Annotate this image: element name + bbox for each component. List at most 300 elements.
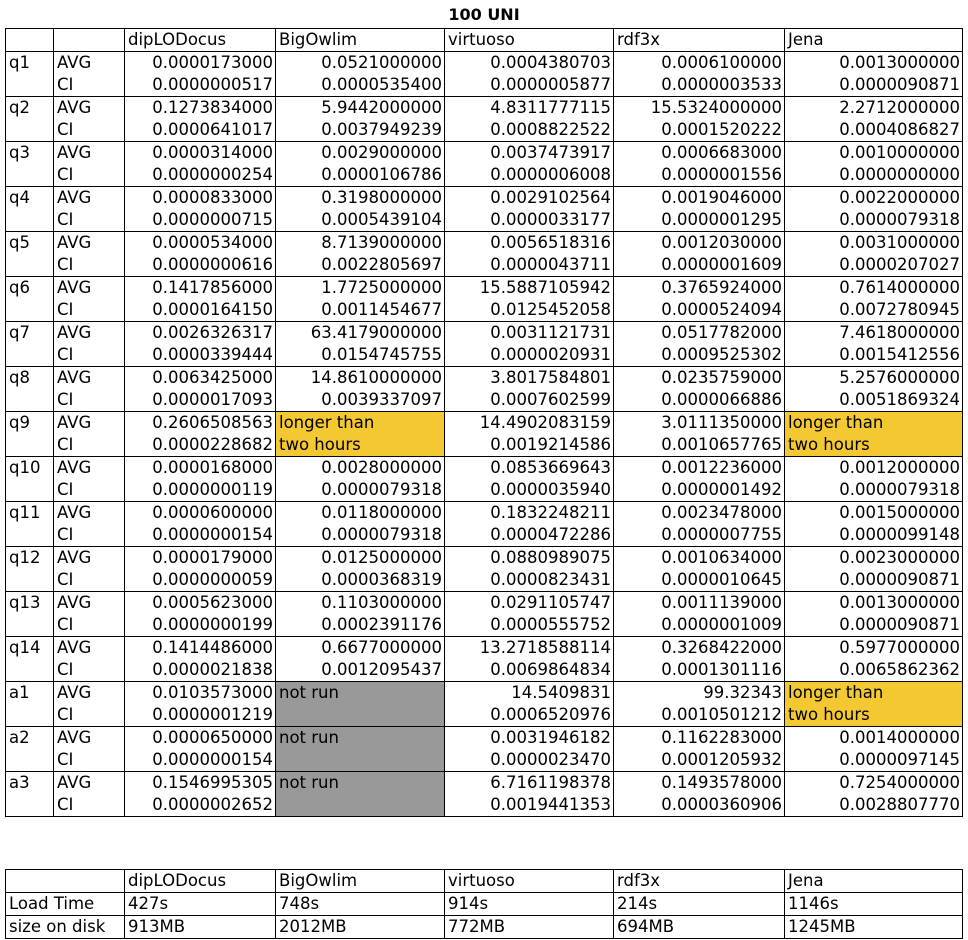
ci-value: 0.0000823431 — [445, 569, 614, 592]
ci-value: 0.0000000154 — [125, 524, 276, 547]
table-title: 100 UNI — [448, 5, 520, 24]
ci-label: CI — [54, 524, 125, 547]
ci-value: 0.0000079318 — [785, 209, 963, 232]
ci-value: 0.0004086827 — [785, 119, 963, 142]
ci-value: 0.0000472286 — [445, 524, 614, 547]
ci-value: 0.0000000517 — [125, 74, 276, 97]
avg-value: 0.1493578000 — [614, 772, 785, 795]
avg-value: 0.0103573000 — [125, 682, 276, 705]
query-label: q12 — [6, 547, 54, 570]
avg-value: 63.4179000000 — [276, 322, 445, 345]
ci-value: 0.0000207027 — [785, 254, 963, 277]
ci-value: 0.0001205932 — [614, 749, 785, 772]
query-label: q11 — [6, 502, 54, 525]
avg-value: 0.3765924000 — [614, 277, 785, 300]
query-label-cont — [6, 659, 54, 682]
table-row — [6, 569, 963, 592]
ci-value: two hours — [785, 704, 963, 727]
avg-value: 0.0005623000 — [125, 592, 276, 615]
table-row — [6, 367, 963, 390]
ci-value: two hours — [785, 434, 963, 457]
ci-value: 0.0010501212 — [614, 704, 785, 727]
benchmark-table — [5, 28, 963, 817]
ci-value: 0.0000079318 — [276, 479, 445, 502]
ci-value: 0.0008822522 — [445, 119, 614, 142]
query-label-cont — [6, 299, 54, 322]
query-label-cont — [6, 614, 54, 637]
column-header: BigOwlim — [276, 29, 445, 52]
avg-label: AVG — [54, 682, 125, 705]
avg-value: 0.0118000000 — [276, 502, 445, 525]
ci-value: 0.0000000199 — [125, 614, 276, 637]
avg-value: 0.6677000000 — [276, 637, 445, 660]
query-label: a3 — [6, 772, 54, 795]
avg-label: AVG — [54, 502, 125, 525]
row-label: Load Time — [6, 893, 125, 916]
header-row — [6, 29, 963, 52]
avg-value: longer than — [785, 412, 963, 435]
avg-value: 99.32343 — [614, 682, 785, 705]
load-value: 694MB — [614, 916, 785, 939]
avg-value: 0.0517782000 — [614, 322, 785, 345]
ci-value: 0.0000003533 — [614, 74, 785, 97]
avg-value: not run — [276, 682, 445, 705]
query-label-cont — [6, 344, 54, 367]
ci-value: 0.0000001009 — [614, 614, 785, 637]
ci-value: 0.0051869324 — [785, 389, 963, 412]
ci-value: 0.0000017093 — [125, 389, 276, 412]
avg-value: 0.0000314000 — [125, 142, 276, 165]
table-row — [6, 389, 963, 412]
avg-value: not run — [276, 727, 445, 750]
query-label: a2 — [6, 727, 54, 750]
ci-value: 0.0000001609 — [614, 254, 785, 277]
avg-value: 0.0023000000 — [785, 547, 963, 570]
table-row — [6, 164, 963, 187]
query-label-cont — [6, 119, 54, 142]
avg-value: 0.0011139000 — [614, 592, 785, 615]
avg-value: 14.4902083159 — [445, 412, 614, 435]
table-row — [6, 97, 963, 120]
avg-value: 0.0000833000 — [125, 187, 276, 210]
avg-value: 0.0013000000 — [785, 592, 963, 615]
table-row — [6, 614, 963, 637]
avg-value: 0.0019046000 — [614, 187, 785, 210]
avg-value: 0.0029102564 — [445, 187, 614, 210]
load-value: 214s — [614, 893, 785, 916]
header-blank-cell — [6, 870, 125, 893]
query-label-cont — [6, 164, 54, 187]
avg-value: 0.1273834000 — [125, 97, 276, 120]
ci-value: 0.0000641017 — [125, 119, 276, 142]
table-row — [6, 682, 963, 705]
load-value: 913MB — [125, 916, 276, 939]
query-label: a1 — [6, 682, 54, 705]
table-row — [6, 322, 963, 345]
ci-value: two hours — [276, 434, 445, 457]
ci-value: 0.0000000059 — [125, 569, 276, 592]
ci-value: 0.0037949239 — [276, 119, 445, 142]
ci-value: 0.0000555752 — [445, 614, 614, 637]
ci-value: 0.0000001492 — [614, 479, 785, 502]
ci-value — [276, 704, 445, 727]
avg-value: 0.0037473917 — [445, 142, 614, 165]
avg-value: 0.0006683000 — [614, 142, 785, 165]
table-row — [6, 232, 963, 255]
avg-value: 14.5409831 — [445, 682, 614, 705]
ci-label: CI — [54, 209, 125, 232]
row-label: size on disk — [6, 916, 125, 939]
query-label-cont — [6, 389, 54, 412]
query-label: q7 — [6, 322, 54, 345]
avg-value: 0.1414486000 — [125, 637, 276, 660]
table-row — [6, 434, 963, 457]
table-row — [6, 727, 963, 750]
avg-value: 0.2606508563 — [125, 412, 276, 435]
query-label-cont — [6, 704, 54, 727]
ci-value: 0.0000090871 — [785, 569, 963, 592]
avg-value: 1.7725000000 — [276, 277, 445, 300]
ci-value: 0.0000021838 — [125, 659, 276, 682]
avg-value: 0.7254000000 — [785, 772, 963, 795]
query-label: q1 — [6, 52, 54, 75]
load-value: 427s — [125, 893, 276, 916]
table-row — [6, 119, 963, 142]
ci-value: 0.0000000000 — [785, 164, 963, 187]
column-header: virtuoso — [445, 29, 614, 52]
ci-value: 0.0007602599 — [445, 389, 614, 412]
avg-value: 0.1546995305 — [125, 772, 276, 795]
avg-value: 0.0010000000 — [785, 142, 963, 165]
ci-value: 0.0000020931 — [445, 344, 614, 367]
table-row — [6, 704, 963, 727]
table-row — [6, 142, 963, 165]
ci-value: 0.0000000254 — [125, 164, 276, 187]
table-row — [6, 52, 963, 75]
avg-value: 0.0291105747 — [445, 592, 614, 615]
avg-value: 5.9442000000 — [276, 97, 445, 120]
avg-value: 0.0012000000 — [785, 457, 963, 480]
query-label: q6 — [6, 277, 54, 300]
ci-value: 0.0000090871 — [785, 614, 963, 637]
query-label-cont — [6, 794, 54, 817]
ci-value: 0.0009525302 — [614, 344, 785, 367]
ci-label: CI — [54, 164, 125, 187]
avg-label: AVG — [54, 52, 125, 75]
avg-value: 0.0015000000 — [785, 502, 963, 525]
avg-value: 5.2576000000 — [785, 367, 963, 390]
load-header-row — [6, 870, 963, 893]
ci-value: 0.0000000616 — [125, 254, 276, 277]
query-label: q13 — [6, 592, 54, 615]
ci-value: 0.0000001219 — [125, 704, 276, 727]
avg-value: 15.5324000000 — [614, 97, 785, 120]
avg-value: 0.1162283000 — [614, 727, 785, 750]
avg-label: AVG — [54, 232, 125, 255]
column-header: rdf3x — [614, 870, 785, 893]
avg-label: AVG — [54, 412, 125, 435]
ci-value: 0.0015412556 — [785, 344, 963, 367]
table-row — [6, 299, 963, 322]
query-label-cont — [6, 209, 54, 232]
table-row — [6, 187, 963, 210]
column-header: dipLODocus — [125, 29, 276, 52]
avg-value: 0.0028000000 — [276, 457, 445, 480]
ci-value: 0.0028807770 — [785, 794, 963, 817]
ci-value: 0.0011454677 — [276, 299, 445, 322]
table-row — [6, 794, 963, 817]
table-row — [6, 502, 963, 525]
avg-value: longer than — [785, 682, 963, 705]
avg-label: AVG — [54, 367, 125, 390]
ci-value: 0.0000035940 — [445, 479, 614, 502]
ci-value: 0.0154745755 — [276, 344, 445, 367]
avg-value: 0.0000173000 — [125, 52, 276, 75]
ci-value: 0.0000033177 — [445, 209, 614, 232]
avg-label: AVG — [54, 97, 125, 120]
ci-value: 0.0010657765 — [614, 434, 785, 457]
avg-value: 14.8610000000 — [276, 367, 445, 390]
ci-label: CI — [54, 74, 125, 97]
query-label-cont — [6, 569, 54, 592]
ci-value: 0.0000079318 — [785, 479, 963, 502]
ci-value: 0.0039337097 — [276, 389, 445, 412]
ci-value: 0.0000360906 — [614, 794, 785, 817]
ci-value: 0.0000002652 — [125, 794, 276, 817]
ci-value: 0.0000000154 — [125, 749, 276, 772]
ci-value: 0.0000001295 — [614, 209, 785, 232]
ci-value: 0.0000006008 — [445, 164, 614, 187]
ci-value: 0.0000010645 — [614, 569, 785, 592]
table-row — [6, 659, 963, 682]
query-label: q9 — [6, 412, 54, 435]
query-label: q2 — [6, 97, 54, 120]
ci-label: CI — [54, 479, 125, 502]
ci-value: 0.0000000715 — [125, 209, 276, 232]
avg-value: 0.0022000000 — [785, 187, 963, 210]
avg-label: AVG — [54, 142, 125, 165]
table-row — [6, 772, 963, 795]
avg-value: 0.0031000000 — [785, 232, 963, 255]
table-row — [6, 637, 963, 660]
avg-value: 0.0853669643 — [445, 457, 614, 480]
avg-value: 0.0235759000 — [614, 367, 785, 390]
ci-value: 0.0022805697 — [276, 254, 445, 277]
load-value: 772MB — [445, 916, 614, 939]
header-blank-cell — [54, 29, 125, 52]
table-row — [6, 209, 963, 232]
avg-value: 0.0031121731 — [445, 322, 614, 345]
ci-value: 0.0000164150 — [125, 299, 276, 322]
ci-value — [276, 794, 445, 817]
ci-value: 0.0000000119 — [125, 479, 276, 502]
load-table — [5, 869, 963, 939]
ci-label: CI — [54, 749, 125, 772]
avg-value: 13.2718588114 — [445, 637, 614, 660]
avg-value: 0.1103000000 — [276, 592, 445, 615]
table-row — [6, 344, 963, 367]
table-row — [6, 277, 963, 300]
avg-value: 0.0000168000 — [125, 457, 276, 480]
avg-value: 0.5977000000 — [785, 637, 963, 660]
avg-value: 15.5887105942 — [445, 277, 614, 300]
ci-value: 0.0000090871 — [785, 74, 963, 97]
avg-value: 0.0056518316 — [445, 232, 614, 255]
ci-label: CI — [54, 389, 125, 412]
ci-value: 0.0019214586 — [445, 434, 614, 457]
ci-value: 0.0000066886 — [614, 389, 785, 412]
avg-value: 0.1417856000 — [125, 277, 276, 300]
avg-label: AVG — [54, 772, 125, 795]
avg-value: 0.0010634000 — [614, 547, 785, 570]
avg-label: AVG — [54, 727, 125, 750]
avg-value: 0.0063425000 — [125, 367, 276, 390]
column-header: Jena — [785, 29, 963, 52]
ci-value: 0.0001520222 — [614, 119, 785, 142]
ci-value: 0.0000001556 — [614, 164, 785, 187]
ci-value: 0.0001301116 — [614, 659, 785, 682]
load-row — [6, 893, 963, 916]
header-blank-cell — [6, 29, 54, 52]
load-value: 1245MB — [785, 916, 963, 939]
avg-value: 0.0023478000 — [614, 502, 785, 525]
avg-value: 0.0000650000 — [125, 727, 276, 750]
avg-label: AVG — [54, 457, 125, 480]
load-value: 748s — [276, 893, 445, 916]
ci-value: 0.0000535400 — [276, 74, 445, 97]
ci-label: CI — [54, 344, 125, 367]
table-row — [6, 479, 963, 502]
ci-value: 0.0000099148 — [785, 524, 963, 547]
avg-value: 6.7161198378 — [445, 772, 614, 795]
avg-value: 0.0004380703 — [445, 52, 614, 75]
ci-value: 0.0000368319 — [276, 569, 445, 592]
avg-value: 2.2712000000 — [785, 97, 963, 120]
query-label: q3 — [6, 142, 54, 165]
load-row — [6, 916, 963, 939]
table-row — [6, 74, 963, 97]
query-label-cont — [6, 749, 54, 772]
query-label-cont — [6, 434, 54, 457]
ci-label: CI — [54, 614, 125, 637]
ci-value: 0.0000023470 — [445, 749, 614, 772]
ci-value: 0.0069864834 — [445, 659, 614, 682]
ci-value: 0.0000339444 — [125, 344, 276, 367]
query-label-cont — [6, 524, 54, 547]
avg-value: 0.0029000000 — [276, 142, 445, 165]
avg-value: 0.3268422000 — [614, 637, 785, 660]
ci-label: CI — [54, 569, 125, 592]
avg-label: AVG — [54, 547, 125, 570]
avg-value: 0.0125000000 — [276, 547, 445, 570]
ci-value: 0.0072780945 — [785, 299, 963, 322]
avg-value: 0.0000179000 — [125, 547, 276, 570]
table-row — [6, 254, 963, 277]
ci-value: 0.0019441353 — [445, 794, 614, 817]
avg-value: 0.1832248211 — [445, 502, 614, 525]
ci-value: 0.0002391176 — [276, 614, 445, 637]
query-label: q5 — [6, 232, 54, 255]
table-row — [6, 547, 963, 570]
avg-value: 7.4618000000 — [785, 322, 963, 345]
query-label: q8 — [6, 367, 54, 390]
ci-label: CI — [54, 434, 125, 457]
avg-value: 0.0000534000 — [125, 232, 276, 255]
query-label-cont — [6, 74, 54, 97]
ci-value: 0.0065862362 — [785, 659, 963, 682]
avg-value: 0.0006100000 — [614, 52, 785, 75]
avg-value: 0.0000600000 — [125, 502, 276, 525]
query-label: q4 — [6, 187, 54, 210]
avg-value: 8.7139000000 — [276, 232, 445, 255]
avg-value: 3.8017584801 — [445, 367, 614, 390]
ci-value: 0.0000228682 — [125, 434, 276, 457]
ci-value: 0.0000005877 — [445, 74, 614, 97]
avg-value: 0.0012236000 — [614, 457, 785, 480]
ci-value: 0.0006520976 — [445, 704, 614, 727]
ci-label: CI — [54, 659, 125, 682]
avg-value: 0.0012030000 — [614, 232, 785, 255]
avg-value: not run — [276, 772, 445, 795]
load-value: 2012MB — [276, 916, 445, 939]
ci-value: 0.0000043711 — [445, 254, 614, 277]
avg-label: AVG — [54, 322, 125, 345]
table-row — [6, 592, 963, 615]
avg-value: 3.0111350000 — [614, 412, 785, 435]
table-row — [6, 412, 963, 435]
ci-label: CI — [54, 794, 125, 817]
ci-value — [276, 749, 445, 772]
ci-value: 0.0000106786 — [276, 164, 445, 187]
avg-value: 4.8311777115 — [445, 97, 614, 120]
avg-label: AVG — [54, 187, 125, 210]
column-header: virtuoso — [445, 870, 614, 893]
avg-value: 0.0013000000 — [785, 52, 963, 75]
ci-value: 0.0012095437 — [276, 659, 445, 682]
column-header: rdf3x — [614, 29, 785, 52]
query-label-cont — [6, 254, 54, 277]
column-header: Jena — [785, 870, 963, 893]
avg-label: AVG — [54, 592, 125, 615]
query-label: q10 — [6, 457, 54, 480]
ci-value: 0.0000524094 — [614, 299, 785, 322]
load-value: 914s — [445, 893, 614, 916]
query-label-cont — [6, 479, 54, 502]
avg-label: AVG — [54, 637, 125, 660]
avg-value: 0.0031946182 — [445, 727, 614, 750]
avg-value: 0.3198000000 — [276, 187, 445, 210]
avg-value: 0.0014000000 — [785, 727, 963, 750]
ci-value: 0.0000079318 — [276, 524, 445, 547]
ci-value: 0.0000007755 — [614, 524, 785, 547]
ci-label: CI — [54, 119, 125, 142]
ci-value: 0.0005439104 — [276, 209, 445, 232]
column-header: dipLODocus — [125, 870, 276, 893]
table-row — [6, 524, 963, 547]
ci-label: CI — [54, 299, 125, 322]
avg-label: AVG — [54, 277, 125, 300]
query-label: q14 — [6, 637, 54, 660]
ci-label: CI — [54, 704, 125, 727]
table-row — [6, 457, 963, 480]
load-value: 1146s — [785, 893, 963, 916]
ci-value: 0.0125452058 — [445, 299, 614, 322]
column-header: BigOwlim — [276, 870, 445, 893]
table-row — [6, 749, 963, 772]
avg-value: longer than — [276, 412, 445, 435]
ci-label: CI — [54, 254, 125, 277]
ci-value: 0.0000097145 — [785, 749, 963, 772]
